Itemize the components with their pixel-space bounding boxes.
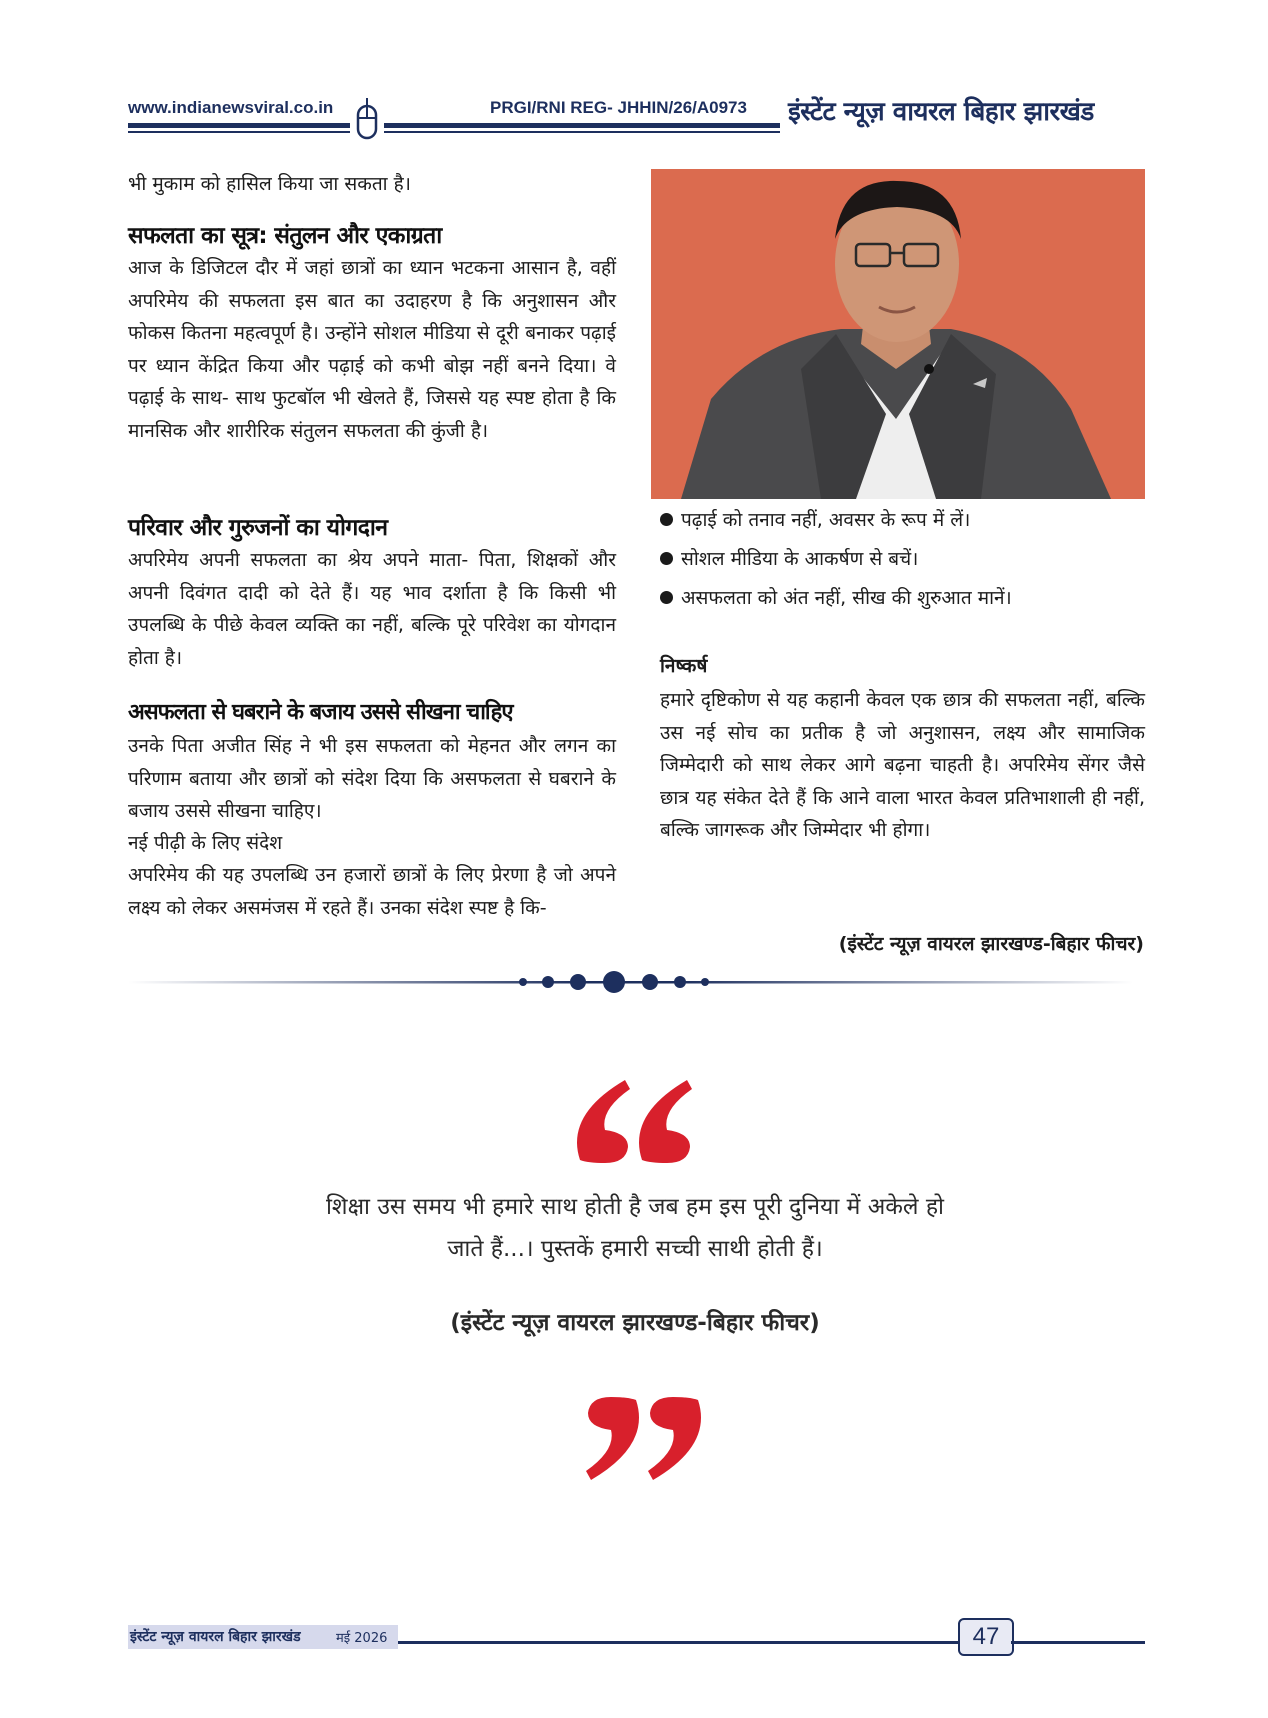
footer-issue-date: मई 2026 — [336, 1631, 388, 1646]
bullet-item — [660, 584, 1012, 610]
section-text-failure: उनके पिता अजीत सिंह ने भी इस सफलता को मेहनत और लगन का परिणाम बताया और छात्रों को संदेश दिया कि असफलता से घबराने के बजाय उससे सीखना चाहिए। — [128, 735, 616, 822]
section-heading-balance: सफलता का सूत्र: संतुलन और एकाग्रता — [128, 223, 442, 249]
header-website: www.indianewsviral.co.in — [128, 98, 334, 117]
bullet-item — [660, 506, 970, 532]
quote-credit: (इंस्टेंट न्यूज़ वायरल झारखण्ड-बिहार फीचर) — [450, 1310, 820, 1336]
header-rule-thin — [384, 131, 780, 133]
bullet-dot-icon — [660, 513, 673, 526]
open-quote-icon — [570, 1075, 700, 1165]
page-number: 47 — [958, 1618, 1014, 1656]
quote-line: शिक्षा उस समय भी हमारे साथ होती है जब हम इस पूरी दुनिया में अकेले हो — [325, 1194, 945, 1220]
header-publication-title: इंस्टेंट न्यूज़ वायरल बिहार झारखंड — [788, 97, 1094, 127]
quote-line: जाते हैं...। पुस्तकें हमारी सच्ची साथी होती हैं। — [447, 1236, 823, 1262]
section-text-message: अपरिमेय की यह उपलब्धि उन हजारों छात्रों के लिए प्रेरणा है जो अपने लक्ष्य को लेकर असमंजस में रहते हैं। उनका संदेश स्पष्ट है कि- — [128, 864, 616, 919]
footer-publication-title: इंस्टेंट न्यूज़ वायरल बिहार झारखंड — [130, 1629, 301, 1645]
quote-text — [250, 1186, 1020, 1270]
header-rule-thin — [128, 131, 350, 133]
mouse-icon — [356, 98, 378, 142]
section-divider — [128, 962, 1133, 1002]
bullet-item — [660, 545, 918, 571]
footer-rule — [1011, 1641, 1145, 1644]
section-text-balance: आज के डिजिटल दौर में जहां छात्रों का ध्यान भटकना आसान है, वहीं अपरिमेय की सफलता इस बात का उदाहरण है कि अनुशासन और फोकस कितना महत्वपूर्ण है। उन्होंने सोशल मीडिया से दूरी बनाकर पढ़ाई पर ध्यान केंद्रित किया और पढ़ाई को कभी बोझ नहीं बनने दिया। वे पढ़ाई के साथ- साथ फुटबॉल भी खेलते हैं, जिससे यह स्पष्ट होता है कि मानसिक और शारीरिक संतुलन सफलता की कुंजी है। — [128, 257, 616, 442]
conclusion-text: हमारे दृष्टिकोण से यह कहानी केवल एक छात्र की सफलता नहीं, बल्कि उस नई सोच का प्रतीक है जो अनुशासन, लक्ष्य और सामाजिक जिम्मेदारी को साथ लेकर आगे बढ़ना चाहती है। अपरिमेय सेंगर जैसे छात्र यह संकेत देते हैं कि आने वाला भारत केवल प्रतिभाशाली ही नहीं, बल्कि जागरूक और जिम्मेदार भी होगा। — [660, 689, 1145, 841]
footer-rule — [398, 1641, 958, 1644]
section-heading-failure: असफलता से घबराने के बजाय उससे सीखना चाहिए — [128, 700, 513, 725]
header-registration: PRGI/RNI REG- JHHIN/26/A0973 — [490, 98, 747, 117]
header-rule — [384, 123, 780, 128]
header-rule — [128, 123, 350, 128]
bullet-text: पढ़ाई को तनाव नहीं, अवसर के रूप में लें। — [681, 509, 971, 531]
bullet-text: असफलता को अंत नहीं, सीख की शुरुआत मानें। — [681, 587, 1012, 609]
article-credit: (इंस्टेंट न्यूज़ वायरल झारखण्ड-बिहार फीचर) — [838, 933, 1144, 955]
bullet-dot-icon — [660, 591, 673, 604]
conclusion-heading: निष्कर्ष — [660, 655, 708, 677]
section-subheading-message: नई पीढ़ी के लिए संदेश — [128, 832, 283, 854]
close-quote-icon — [578, 1395, 708, 1485]
bullet-text: सोशल मीडिया के आकर्षण से बचें। — [681, 548, 919, 570]
section-text-family: अपरिमेय अपनी सफलता का श्रेय अपने माता- पिता, शिक्षकों और अपनी दिवंगत दादी को देते हैं। यह भाव दर्शाता है कि किसी भी उपलब्धि के पीछे केवल व्यक्ति का नहीं, बल्कि पूरे परिवेश का योगदान होता है। — [128, 549, 616, 669]
portrait-photo — [651, 169, 1145, 499]
section-heading-family: परिवार और गुरुजनों का योगदान — [128, 515, 388, 541]
intro-line: भी मुकाम को हासिल किया जा सकता है। — [128, 173, 411, 195]
bullet-dot-icon — [660, 552, 673, 565]
